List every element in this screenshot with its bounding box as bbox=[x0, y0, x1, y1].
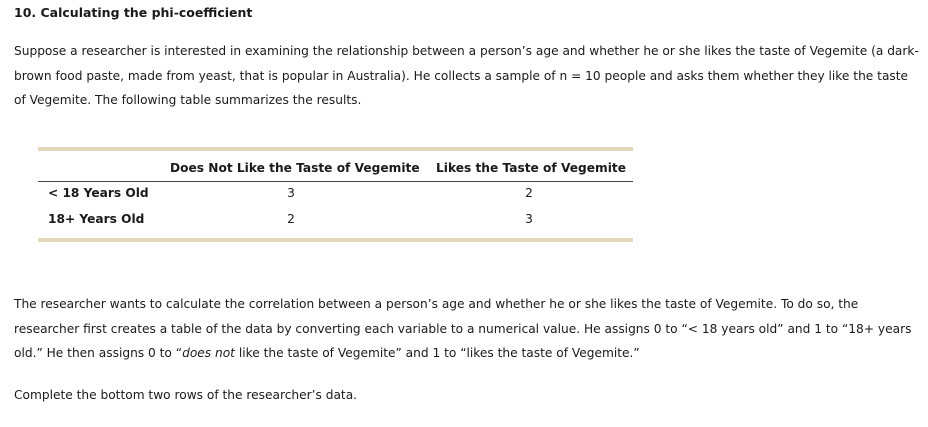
table-top-rule bbox=[38, 147, 633, 151]
explanation-text: The researcher wants to calculate the correlation between a person’s age and whether he or she likes the taste of Vegemite. To do so, the researcher first creates a table of the data by converting each variable to a numerical value. He assigns 0 to “< 18 years old” and 1 to “18+ years old.” He then assigns 0 to “ bbox=[14, 297, 912, 360]
instruction-text: Complete the bottom two rows of the researcher’s data. bbox=[14, 388, 358, 402]
column-header-not-like: Does Not Like the Taste of Vegemite bbox=[170, 161, 420, 175]
column-header-likes: Likes the Taste of Vegemite bbox=[436, 161, 626, 175]
explanation-text-end: like the taste of Vegemite” and 1 to “likes the taste of Vegemite.” bbox=[234, 346, 640, 360]
table-cell: 3 bbox=[287, 186, 295, 200]
explanation-paragraph bbox=[14, 292, 919, 366]
question-title: 10. Calculating the phi-coefficient bbox=[14, 5, 253, 20]
row-label-18-plus: 18+ Years Old bbox=[48, 212, 145, 226]
table-header-rule bbox=[38, 181, 633, 182]
table-cell: 3 bbox=[525, 212, 533, 226]
table-cell: 2 bbox=[525, 186, 533, 200]
intro-paragraph: Suppose a researcher is interested in examining the relationship between a person’s age and whether he or she likes the taste of Vegemite (a dark-brown food paste, made from yeast, that is popular in Australia). He collects a sample of n = 10 people and asks them whether they like the taste of Vegemite. The following table summarizes the results. bbox=[14, 44, 919, 107]
table-bottom-rule bbox=[38, 238, 633, 242]
table-cell: 2 bbox=[287, 212, 295, 226]
explanation-emphasis: does not bbox=[182, 346, 235, 360]
row-label-under-18: < 18 Years Old bbox=[48, 186, 149, 200]
